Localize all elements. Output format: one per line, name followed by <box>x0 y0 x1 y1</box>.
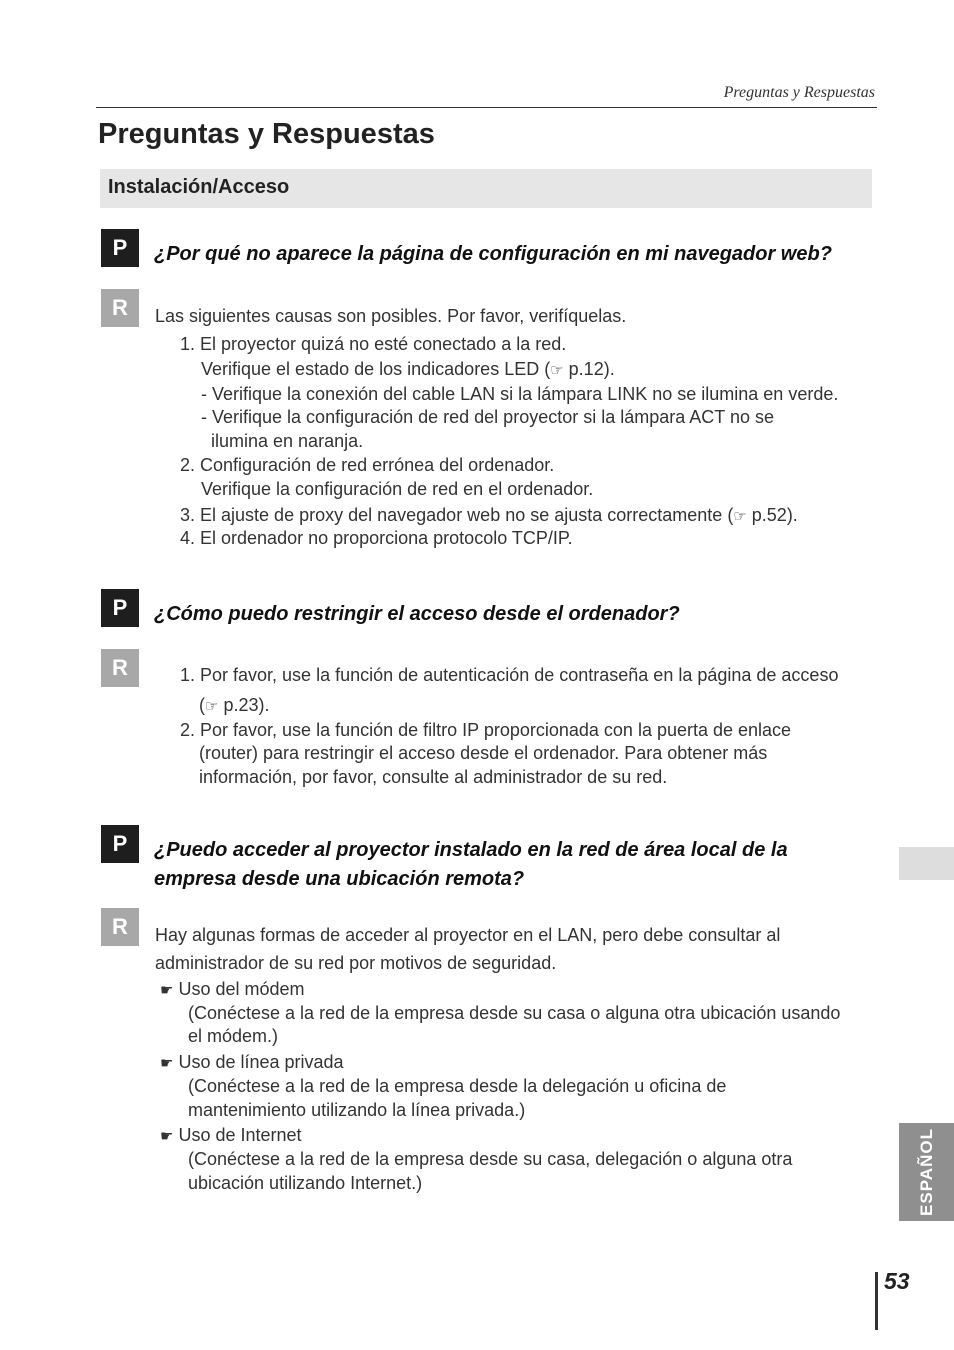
header-rule <box>96 107 877 108</box>
list-item-description: (Conéctese a la red de la empresa desde su casa, delegación o alguna otra <box>188 1149 793 1169</box>
question-3 <box>154 836 788 894</box>
list-item-title: ☛ Uso de línea privada <box>160 1052 344 1072</box>
pointing-finger-bullet-icon: ☛ <box>160 981 174 999</box>
list-item-description: ubicación utilizando Internet.) <box>188 1173 423 1193</box>
page-number-rule <box>875 1272 878 1330</box>
pointing-finger-bullet-icon: ☛ <box>160 1127 174 1145</box>
answer-1-line: 4. El ordenador no proporciona protocolo TCP/IP. <box>180 528 573 548</box>
page-number: 53 <box>884 1268 910 1294</box>
question-marker: P <box>101 229 139 267</box>
answer-1-line: 3. El ajuste de proxy del navegador web no se ajusta correctamente (☞ p.52). <box>180 505 798 525</box>
question-marker: P <box>101 825 139 863</box>
answer-2-line: 2. Por favor, use la función de filtro IP proporcionada con la puerta de enlace <box>180 720 792 740</box>
question-2: ¿Cómo puedo restringir el acceso desde el ordenador? <box>154 603 680 625</box>
pointing-finger-bullet-icon: ☛ <box>160 1054 174 1072</box>
question-1: ¿Por qué no aparece la página de configuración en mi navegador web? <box>154 243 832 265</box>
list-item-title: ☛ Uso del módem <box>160 979 305 999</box>
question-3-line: empresa desde una ubicación remota? <box>154 868 525 890</box>
question-3-line: ¿Puedo acceder al proyector instalado en la red de área local de la <box>154 839 788 861</box>
pointing-hand-icon: ☞ <box>550 361 564 379</box>
answer-3-intro: Hay algunas formas de acceder al proyector en el LAN, pero debe consultar al <box>155 925 781 945</box>
answer-1-line: Verifique la configuración de red en el ordenador. <box>201 479 594 499</box>
language-tab-label: ESPAÑOL <box>916 1128 936 1216</box>
answer-1-line: - Verifique la conexión del cable LAN si la lámpara LINK no se ilumina en verde. <box>201 384 839 404</box>
pointing-hand-icon: ☞ <box>205 697 219 715</box>
section-title: Instalación/Acceso <box>108 176 290 198</box>
pointing-hand-icon: ☞ <box>733 507 747 525</box>
answer-2-line: (☞ p.23). <box>199 695 270 715</box>
answer-marker: R <box>101 289 139 327</box>
list-item-description: el módem.) <box>188 1026 279 1046</box>
list-item-title: ☛ Uso de Internet <box>160 1125 302 1145</box>
answer-marker: R <box>101 649 139 687</box>
page-title: Preguntas y Respuestas <box>98 118 435 150</box>
answer-1-intro: Las siguientes causas son posibles. Por favor, verifíquelas. <box>155 306 627 326</box>
answer-1-line: 2. Configuración de red errónea del ordenador. <box>180 455 555 475</box>
list-item-description: (Conéctese a la red de la empresa desde la delegación u oficina de <box>188 1076 727 1096</box>
running-header: Preguntas y Respuestas <box>723 84 875 101</box>
side-tab-marker <box>899 847 954 880</box>
question-marker: P <box>101 589 139 627</box>
list-item-description: mantenimiento utilizando la línea privada.) <box>188 1100 526 1120</box>
answer-2-line: información, por favor, consulte al administrador de su red. <box>199 767 668 787</box>
answer-3-intro: administrador de su red por motivos de seguridad. <box>155 953 557 973</box>
answer-1-line: Verifique el estado de los indicadores LED (☞ p.12). <box>201 359 615 379</box>
answer-marker: R <box>101 908 139 946</box>
list-item-description: (Conéctese a la red de la empresa desde su casa o alguna otra ubicación usando <box>188 1003 841 1023</box>
answer-2-line: 1. Por favor, use la función de autenticación de contraseña en la página de acceso <box>180 665 839 685</box>
answer-2-line: (router) para restringir el acceso desde el ordenador. Para obtener más <box>199 743 768 763</box>
answer-1-line: 1. El proyector quizá no esté conectado a la red. <box>180 334 567 354</box>
answer-1-line: - Verifique la configuración de red del proyector si la lámpara ACT no se <box>201 407 774 427</box>
answer-1-line: ilumina en naranja. <box>211 431 364 451</box>
